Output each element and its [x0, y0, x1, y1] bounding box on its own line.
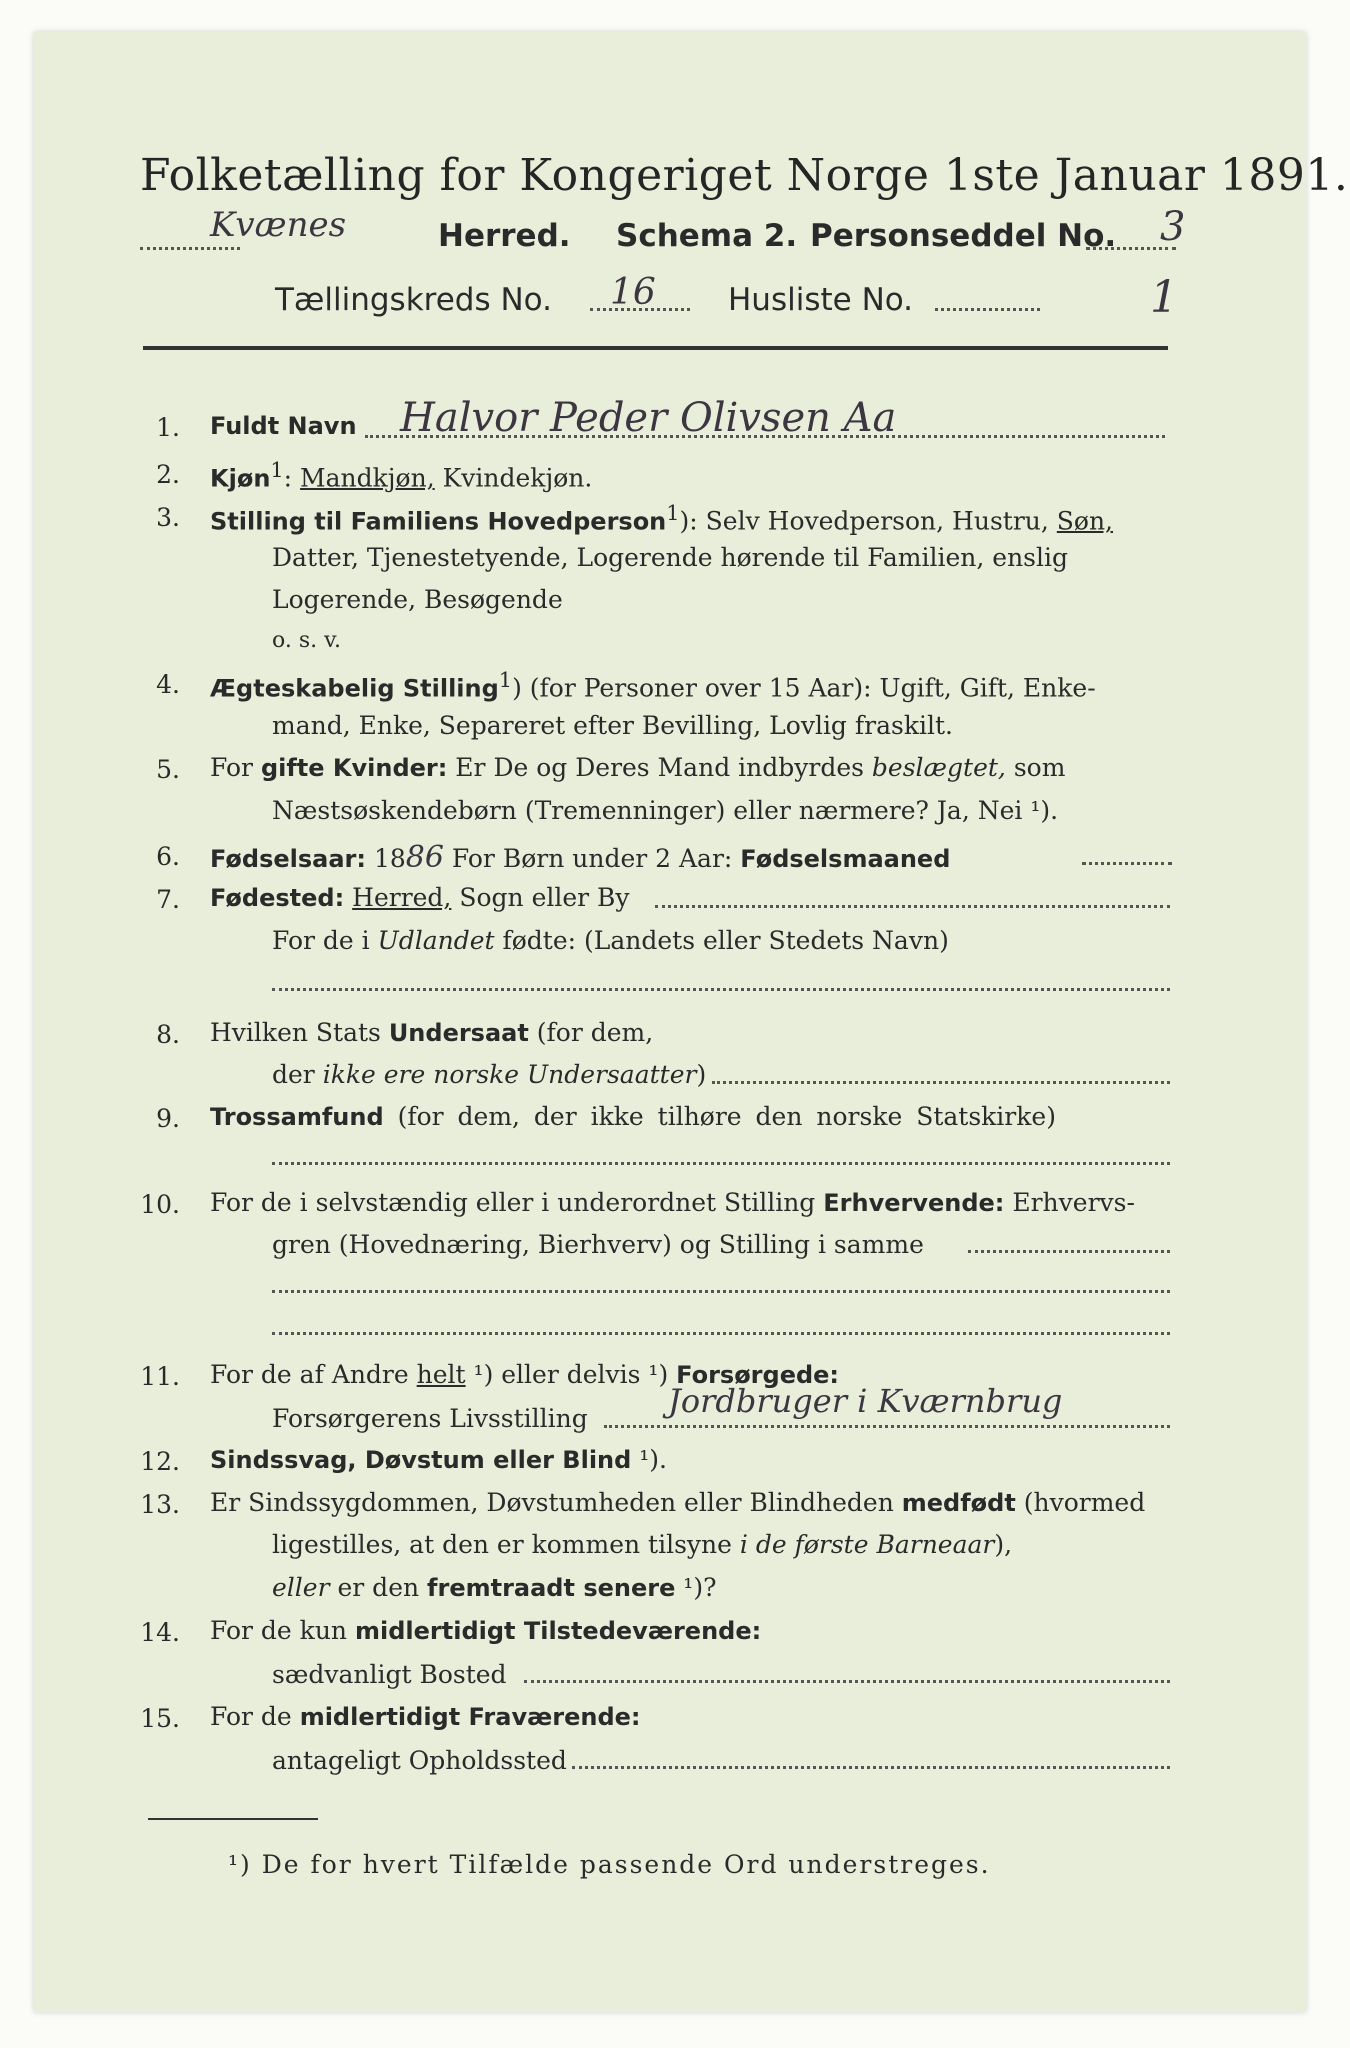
footnote-marker: 1: [666, 501, 680, 525]
temp-present-prefix: For de kun: [210, 1616, 355, 1645]
schema-label: Schema 2.: [616, 218, 798, 254]
occupation-suffix: Erhvervs-: [1004, 1188, 1135, 1217]
childhood-prefix: ligestilles, at den er kommen tilsyne: [272, 1530, 740, 1559]
herred-value: Kvænes: [210, 205, 347, 245]
dotted-line: [272, 1162, 1170, 1165]
personseddel-label: Personseddel No.: [810, 218, 1117, 254]
full-name-label: Fuldt Navn: [210, 412, 357, 440]
item-7-text: [210, 883, 630, 912]
supported-prefix: For de af Andre: [210, 1360, 417, 1389]
dotted-line: [524, 1680, 1170, 1683]
dotted-line: [572, 1766, 1170, 1769]
provider-occupation-value: Jordbruger i Kværnbrug: [668, 1382, 1063, 1420]
birth-month-label: Fødselsmaaned: [740, 845, 951, 873]
full-name-value: Halvor Peder Olivsen Aa: [400, 395, 897, 441]
religion-label: Trossamfund: [210, 1103, 384, 1131]
item-number: 1.: [156, 413, 180, 442]
item-3-text: [210, 501, 1113, 535]
marital-status-options: ) (for Personer over 15 Aar): Ugift, Gift, Enke-: [512, 673, 1096, 703]
birthplace-herred: Herred,: [352, 883, 452, 912]
non-norwegian-text: ikke ere norske Undersaatter: [322, 1060, 697, 1089]
occupation-prefix: For de i selvstændig eller i underordnet Stilling: [210, 1188, 824, 1217]
item-12-text: [210, 1445, 667, 1474]
item-10-line2: gren (Hovednæring, Bierhverv) og Stilling i samme: [272, 1230, 924, 1259]
husliste-label: Husliste No.: [728, 282, 914, 318]
footnote-rule: [148, 1818, 318, 1820]
disability-label: Sindssvag, Døvstum eller Blind: [210, 1446, 632, 1474]
kreds-value: 16: [610, 272, 656, 313]
dotted-line: [1082, 862, 1172, 865]
abroad-prefix: For de i: [272, 926, 378, 955]
item-13-line3: [272, 1573, 717, 1602]
occupation-label: Erhvervende:: [823, 1189, 1005, 1217]
birthplace-options: Sogn eller By: [451, 883, 630, 912]
item-5-text: [210, 753, 1065, 782]
citizenship-prefix: Hvilken Stats: [210, 1018, 389, 1047]
gender-label: Kjøn: [210, 464, 271, 493]
childhood-suffix: ),: [994, 1530, 1013, 1559]
form-title: Folketælling for Kongeriget Norge 1ste Januar 1891.: [140, 150, 1349, 201]
item-number: 14.: [140, 1618, 180, 1647]
item-5-question: Er De og Deres Mand indbyrdes: [447, 753, 872, 782]
citizenship-suffix: (for dem,: [528, 1018, 654, 1047]
item-5-prefix: For: [210, 753, 261, 782]
item-number: 9.: [156, 1104, 180, 1133]
item-10-text: [210, 1188, 1135, 1217]
footnote-marker: 1: [270, 458, 284, 482]
item-5-related: beslægtet,: [871, 753, 1006, 782]
temp-absent-prefix: For de: [210, 1702, 300, 1731]
birth-year-prefix: 18: [366, 844, 406, 873]
item-number: 2.: [156, 460, 180, 489]
disability-suffix: ¹).: [631, 1445, 667, 1474]
dotted-line: [272, 988, 1170, 991]
item-1-label: [210, 411, 357, 440]
item-number: 6.: [156, 842, 180, 871]
family-position-son: Søn,: [1056, 506, 1114, 536]
item-number: 8.: [156, 1020, 180, 1049]
family-position-label: Stilling til Familiens Hovedperson: [210, 507, 667, 536]
citizenship-label: Undersaat: [388, 1019, 529, 1047]
item-7-line2: [272, 926, 949, 955]
congenital-label: medfødt: [901, 1489, 1016, 1517]
non-norwegian-prefix: der: [272, 1060, 323, 1089]
gender-separator: :: [283, 463, 301, 493]
or-word: eller: [272, 1573, 330, 1602]
item-4-line2: mand, Enke, Separeret efter Bevilling, Lovlig fraskilt.: [272, 711, 953, 740]
marital-status-label: Ægteskabelig Stilling: [210, 674, 499, 703]
item-4-text: [210, 668, 1096, 702]
supported-partially: ¹) eller delvis ¹): [465, 1360, 677, 1389]
item-5-suffix: som: [1005, 753, 1066, 782]
item-number: 7.: [156, 885, 180, 914]
religion-note: (for dem, der ikke tilhøre den norske Statskirke): [383, 1102, 1056, 1131]
birthplace-spacer: [344, 883, 352, 912]
later-prefix: er den: [329, 1573, 428, 1602]
married-women-label: gifte Kvinder:: [260, 754, 448, 782]
birth-year-label: Fødselsaar:: [210, 845, 366, 873]
item-8-line2: [272, 1060, 706, 1089]
item-number: 15.: [140, 1704, 180, 1733]
non-norwegian-suffix: ): [696, 1060, 707, 1089]
gender-option-female: Kvindekjøn.: [434, 463, 593, 493]
birth-year-value: 86: [405, 840, 444, 875]
abroad-word: Udlandet: [377, 926, 495, 955]
item-15-line2: antageligt Opholdssted: [272, 1746, 567, 1775]
footnote: ¹) De for hvert Tilfælde passende Ord understreges.: [228, 1850, 991, 1879]
congenital-suffix: (hvormed: [1015, 1488, 1146, 1517]
item-8-text: [210, 1018, 653, 1047]
item-9-text: [210, 1102, 1056, 1131]
item-6-text: [210, 840, 950, 875]
kreds-label: Tællingskreds No.: [275, 282, 552, 318]
later-label: fremtraadt senere: [427, 1574, 676, 1602]
temp-present-label: midlertidigt Tilstedeværende:: [354, 1617, 762, 1645]
dotted-line: [604, 1425, 1170, 1428]
herred-label: Herred.: [438, 218, 571, 254]
supported-label: Forsørgede:: [676, 1361, 840, 1389]
item-3-line4: o. s. v.: [272, 628, 341, 653]
dotted-line: [272, 1332, 1170, 1335]
item-number: 10.: [140, 1190, 180, 1219]
item-11-line2: Forsørgerens Livsstilling: [272, 1404, 588, 1433]
gender-option-male: Mandkjøn,: [300, 463, 435, 493]
supported-fully: helt: [416, 1360, 466, 1389]
husliste-value: 1: [1150, 272, 1178, 323]
item-13-line2: [272, 1530, 1012, 1559]
item-15-text: [210, 1702, 641, 1731]
item-3-line2: Datter, Tjenestetyende, Logerende hørende til Familien, enslig: [272, 543, 1069, 572]
dotted-line: [272, 1290, 1170, 1293]
item-2-text: [210, 458, 592, 492]
dotted-line: [968, 1250, 1170, 1253]
footnote-marker: 1: [498, 668, 513, 692]
item-number: 3.: [156, 503, 180, 532]
item-5-line2: Næstsøskendebørn (Tremenninger) eller nærmere? Ja, Nei ¹).: [272, 796, 1059, 825]
dotted-line: [712, 1081, 1170, 1084]
later-suffix: ¹)?: [675, 1573, 717, 1602]
item-number: 13.: [140, 1490, 180, 1519]
childhood-years: i de første Barneaar: [739, 1530, 995, 1559]
birthplace-label: Fødested:: [210, 884, 345, 912]
item-number: 5.: [156, 755, 180, 784]
item-number: 12.: [140, 1447, 180, 1476]
item-14-line2: sædvanligt Bosted: [272, 1660, 507, 1689]
item-3-line3: Logerende, Besøgende: [272, 585, 563, 614]
item-number: 4.: [156, 670, 180, 699]
header-rule: [143, 346, 1168, 350]
item-13-text: [210, 1488, 1145, 1517]
dotted-line: [655, 905, 1170, 908]
dotted-line: [935, 308, 1040, 311]
personseddel-value: 3: [1160, 204, 1186, 250]
item-number: 11.: [140, 1362, 180, 1391]
birth-month-prompt: For Børn under 2 Aar:: [443, 844, 741, 873]
family-position-options: ): Selv Hovedperson, Hustru,: [679, 506, 1057, 536]
abroad-suffix: fødte: (Landets eller Stedets Navn): [494, 926, 949, 955]
dotted-line: [140, 247, 240, 250]
congenital-prefix: Er Sindssygdommen, Døvstumheden eller Blindheden: [210, 1488, 902, 1517]
item-14-text: [210, 1616, 761, 1645]
temp-absent-label: midlertidigt Fraværende:: [299, 1703, 641, 1731]
